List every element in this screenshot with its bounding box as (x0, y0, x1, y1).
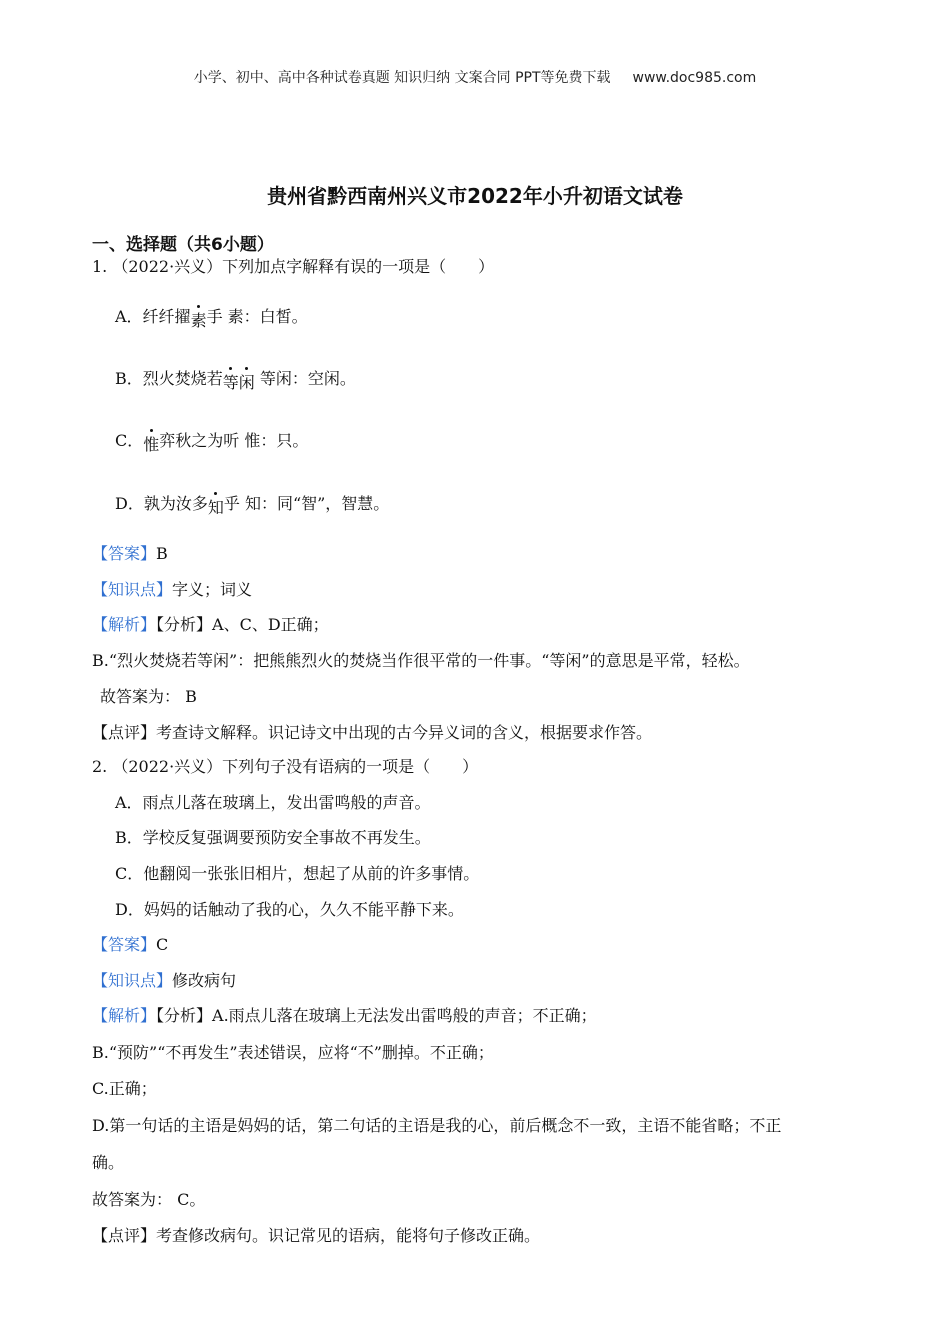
q1-c-dotted-char: 惟 (143, 435, 160, 454)
q1-answer-tag: 【答案】 (92, 544, 157, 563)
q2-option-b: B．学校反复强调要预防安全事故不再发生。 (115, 828, 431, 847)
q1-knowledge-point (92, 579, 252, 601)
q1-b-post: 等闲：空闲。 (254, 369, 356, 388)
q1-d-post: 乎 知：同“智”，智慧。 (223, 494, 390, 513)
q1-a-pre: A．纤纤擢 (115, 307, 191, 326)
q1-option-a (115, 306, 308, 328)
q1-analysis (92, 614, 329, 636)
q1-kp-value: 字义；词义 (172, 580, 253, 599)
q1-a-post: 手 素：白皙。 (206, 307, 308, 326)
q2-stem: 2. （2022·兴义）下列句子没有语病的一项是（ ） (92, 757, 479, 776)
header-text: 小学、初中、高中各种试卷真题 知识归纳 文案合同 PPT等免费下载 (193, 70, 611, 86)
q2-conclusion: 故答案为： C。 (92, 1190, 206, 1209)
page-header (0, 67, 950, 87)
q2-d-note-line1: D.第一句话的主语是妈妈的话，第二句话的主语是我的心，前后概念不一致，主语不能省略；不正 (92, 1116, 782, 1135)
header-site-link[interactable]: www.doc985.com (632, 70, 757, 86)
q1-conclusion: 故答案为： B (100, 687, 197, 706)
q1-answer-value: B (156, 544, 168, 563)
q2-knowledge-point (92, 970, 236, 992)
section-heading: 一、选择题（共6小题） (92, 235, 274, 255)
q1-d-pre: D．孰为汝多 (115, 494, 208, 513)
q1-stem: 1. （2022·兴义）下列加点字解释有误的一项是（ ） (92, 257, 495, 276)
q1-option-d (115, 493, 389, 515)
q1-c-pre: C． (115, 431, 144, 450)
q2-kp-value: 修改病句 (172, 971, 237, 990)
q2-analysis-tag: 【解析】 (92, 1006, 157, 1025)
q1-b-pre: B．烈火焚烧若 (115, 369, 223, 388)
q2-comment: 【点评】考查修改病句。识记常见的语病，能将句子修改正确。 (92, 1226, 541, 1245)
q2-option-d: D．妈妈的话触动了我的心，久久不能平静下来。 (115, 900, 464, 919)
q1-c-post: 弈秋之为听 惟：只。 (159, 431, 309, 450)
q2-analysis-text: 【分析】A.雨点儿落在玻璃上无法发出雷鸣般的声音；不正确； (156, 1006, 597, 1025)
q1-answer (92, 543, 168, 565)
q1-analysis-text: 【分析】A、C、D正确； (156, 615, 329, 634)
q2-kp-tag: 【知识点】 (92, 971, 173, 990)
q1-option-b (115, 368, 356, 390)
q2-option-a: A．雨点儿落在玻璃上，发出雷鸣般的声音。 (115, 793, 431, 812)
q2-c-note: C.正确； (92, 1079, 157, 1098)
q1-d-dotted-char: 知 (207, 498, 224, 517)
q2-answer-tag: 【答案】 (92, 935, 157, 954)
q1-analysis-tag: 【解析】 (92, 615, 157, 634)
q1-b-dotted-char-2: 闲 (238, 373, 255, 392)
page-title: 贵州省黔西南州兴义市2022年小升初语文试卷 (267, 184, 683, 208)
q1-a-dotted-char: 素 (190, 311, 207, 330)
q1-comment: 【点评】考查诗文解释。识记诗文中出现的古今异义词的含义，根据要求作答。 (92, 723, 653, 742)
q2-b-note: B.“预防”“不再发生”表述错误，应将“不”删掉。不正确； (92, 1043, 494, 1062)
q2-answer (92, 934, 168, 956)
q1-option-c (115, 430, 308, 452)
q1-b-dotted-char-1: 等 (222, 373, 239, 392)
q2-analysis (92, 1005, 597, 1027)
q2-d-note-line2: 确。 (92, 1153, 125, 1172)
q2-answer-value: C (156, 935, 169, 954)
q2-option-c: C．他翻阅一张张旧相片，想起了从前的许多事情。 (115, 864, 480, 883)
q1-kp-tag: 【知识点】 (92, 580, 173, 599)
q1-b-note: B.“烈火焚烧若等闲”：把熊熊烈火的焚烧当作很平常的一件事。“等闲”的意思是平常，轻松。 (92, 651, 750, 670)
